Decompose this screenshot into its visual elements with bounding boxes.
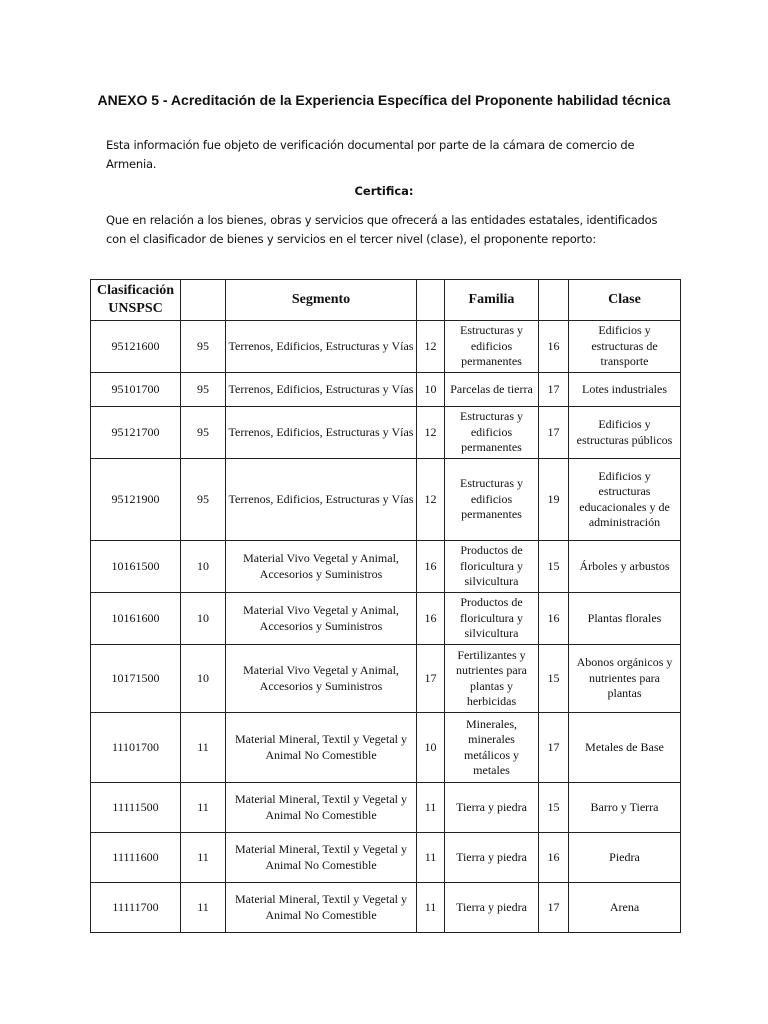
table-row (91, 883, 681, 933)
clase-cell: Plantas florales (569, 593, 681, 645)
segmento-cell: Material Mineral, Textil y Vegetal y Animal No Comestible (226, 883, 417, 933)
class-number-cell: 17 (539, 713, 569, 783)
clase-cell: Barro y Tierra (569, 783, 681, 833)
unspsc-table (90, 279, 681, 933)
family-number-cell: 12 (417, 407, 445, 459)
familia-cell: Productos de floricultura y silvicultura (445, 541, 539, 593)
unspsc-code-cell: 10161600 (91, 593, 181, 645)
header-family-number (417, 280, 445, 321)
segmento-cell: Material Vivo Vegetal y Animal, Accesorios y Suministros (226, 541, 417, 593)
unspsc-code-cell: 95121700 (91, 407, 181, 459)
familia-cell: Minerales, minerales metálicos y metales (445, 713, 539, 783)
segmento-cell: Material Vivo Vegetal y Animal, Accesorios y Suministros (226, 645, 417, 713)
unspsc-code-cell: 11101700 (91, 713, 181, 783)
class-number-cell: 16 (539, 833, 569, 883)
segmento-cell: Terrenos, Edificios, Estructuras y Vías (226, 407, 417, 459)
unspsc-code-cell: 10161500 (91, 541, 181, 593)
clase-cell: Árboles y arbustos (569, 541, 681, 593)
segmento-cell: Material Mineral, Textil y Vegetal y Animal No Comestible (226, 713, 417, 783)
unspsc-code-cell: 10171500 (91, 645, 181, 713)
table-row (91, 321, 681, 373)
unspsc-code-cell: 11111700 (91, 883, 181, 933)
clase-cell: Arena (569, 883, 681, 933)
table-row (91, 593, 681, 645)
segment-number-cell: 11 (181, 883, 226, 933)
unspsc-code-cell: 11111500 (91, 783, 181, 833)
segmento-cell: Material Mineral, Textil y Vegetal y Animal No Comestible (226, 833, 417, 883)
header-class-number (539, 280, 569, 321)
unspsc-code-cell: 95101700 (91, 373, 181, 407)
family-number-cell: 11 (417, 783, 445, 833)
table-header-row (91, 280, 681, 321)
segment-number-cell: 11 (181, 783, 226, 833)
table-row (91, 713, 681, 783)
certifica-heading: Certifica: (354, 184, 414, 198)
familia-cell: Parcelas de tierra (445, 373, 539, 407)
table-row (91, 407, 681, 459)
unspsc-code-cell: 95121900 (91, 459, 181, 541)
unspsc-code-cell: 11111600 (91, 833, 181, 883)
family-number-cell: 12 (417, 459, 445, 541)
header-segmento: Segmento (226, 280, 417, 321)
table-row (91, 373, 681, 407)
class-number-cell: 17 (539, 883, 569, 933)
header-clase: Clase (569, 280, 681, 321)
unspsc-code-cell: 95121600 (91, 321, 181, 373)
segmento-cell: Terrenos, Edificios, Estructuras y Vías (226, 321, 417, 373)
table-row (91, 645, 681, 713)
clase-cell: Metales de Base (569, 713, 681, 783)
header-familia: Familia (445, 280, 539, 321)
intro-paragraph: Esta información fue objeto de verificación documental por parte de la cámara de comercio de Armenia. (106, 138, 635, 171)
table-row (91, 833, 681, 883)
familia-cell: Fertilizantes y nutrientes para plantas y herbicidas (445, 645, 539, 713)
header-segment-number (181, 280, 226, 321)
class-number-cell: 15 (539, 783, 569, 833)
statement-paragraph: Que en relación a los bienes, obras y servicios que ofrecerá a las entidades estatales, identificados con el clasificador de bienes y servicios en el tercer nivel (clase), el proponente reporto: (106, 213, 658, 246)
familia-cell: Estructuras y edificios permanentes (445, 407, 539, 459)
family-number-cell: 12 (417, 321, 445, 373)
familia-cell: Estructuras y edificios permanentes (445, 459, 539, 541)
clase-cell: Edificios y estructuras públicos (569, 407, 681, 459)
clase-cell: Edificios y estructuras educacionales y de administración (569, 459, 681, 541)
clase-cell: Abonos orgánicos y nutrientes para plantas (569, 645, 681, 713)
class-number-cell: 15 (539, 541, 569, 593)
table-row (91, 459, 681, 541)
family-number-cell: 17 (417, 645, 445, 713)
clase-cell: Lotes industriales (569, 373, 681, 407)
clase-cell: Edificios y estructuras de transporte (569, 321, 681, 373)
class-number-cell: 17 (539, 373, 569, 407)
segment-number-cell: 11 (181, 833, 226, 883)
segment-number-cell: 10 (181, 541, 226, 593)
segment-number-cell: 10 (181, 593, 226, 645)
segmento-cell: Material Vivo Vegetal y Animal, Accesorios y Suministros (226, 593, 417, 645)
document-title: ANEXO 5 - Acreditación de la Experiencia Específica del Proponente habilidad técnica (97, 92, 671, 108)
familia-cell: Tierra y piedra (445, 883, 539, 933)
segmento-cell: Terrenos, Edificios, Estructuras y Vías (226, 373, 417, 407)
table-row (91, 783, 681, 833)
familia-cell: Estructuras y edificios permanentes (445, 321, 539, 373)
familia-cell: Tierra y piedra (445, 833, 539, 883)
segment-number-cell: 11 (181, 713, 226, 783)
family-number-cell: 10 (417, 713, 445, 783)
family-number-cell: 11 (417, 833, 445, 883)
clase-cell: Piedra (569, 833, 681, 883)
familia-cell: Tierra y piedra (445, 783, 539, 833)
family-number-cell: 16 (417, 541, 445, 593)
family-number-cell: 10 (417, 373, 445, 407)
class-number-cell: 16 (539, 321, 569, 373)
header-clasificacion: Clasificación UNSPSC (91, 280, 181, 321)
segment-number-cell: 95 (181, 459, 226, 541)
segment-number-cell: 10 (181, 645, 226, 713)
class-number-cell: 17 (539, 407, 569, 459)
segment-number-cell: 95 (181, 321, 226, 373)
class-number-cell: 15 (539, 645, 569, 713)
segment-number-cell: 95 (181, 407, 226, 459)
class-number-cell: 16 (539, 593, 569, 645)
family-number-cell: 16 (417, 593, 445, 645)
class-number-cell: 19 (539, 459, 569, 541)
segment-number-cell: 95 (181, 373, 226, 407)
familia-cell: Productos de floricultura y silvicultura (445, 593, 539, 645)
table-row (91, 541, 681, 593)
segmento-cell: Terrenos, Edificios, Estructuras y Vías (226, 459, 417, 541)
family-number-cell: 11 (417, 883, 445, 933)
segmento-cell: Material Mineral, Textil y Vegetal y Animal No Comestible (226, 783, 417, 833)
